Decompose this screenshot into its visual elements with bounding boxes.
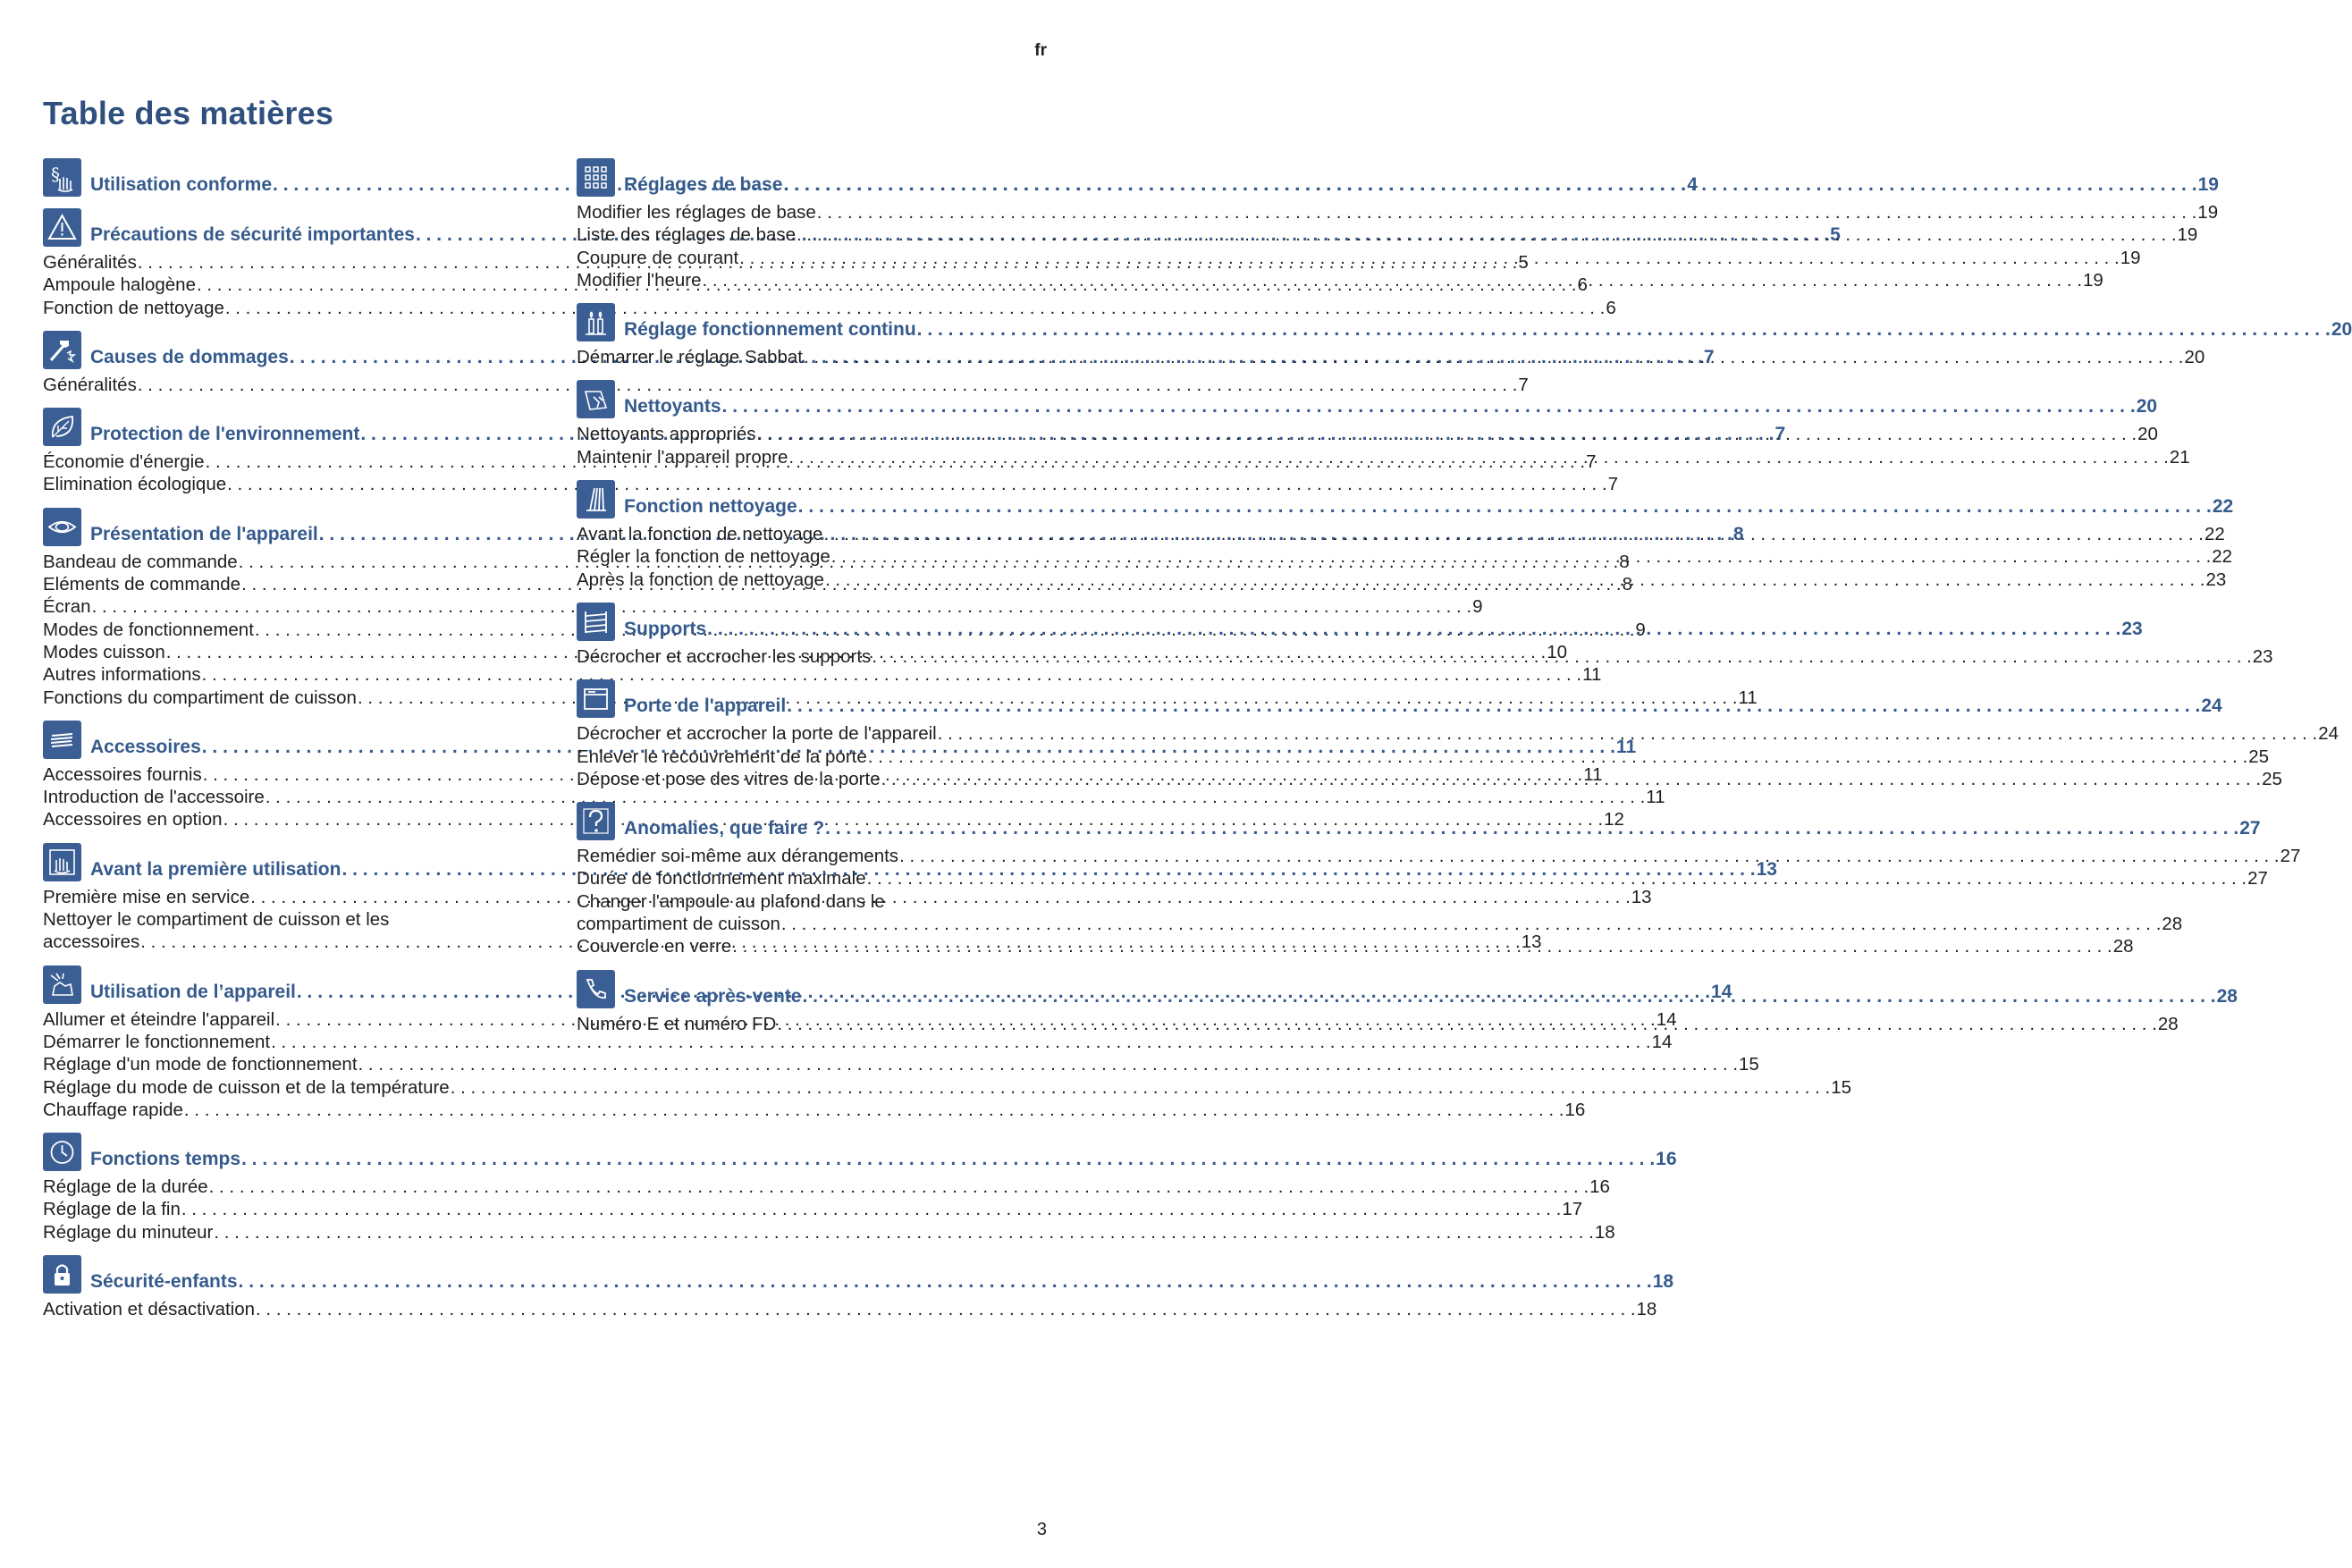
toc-entry[interactable] bbox=[43, 297, 1616, 319]
toc-entry-page: 11 bbox=[1646, 787, 1665, 808]
toc-entry-page: 23 bbox=[2205, 569, 2227, 590]
toc-entry-label: Décrocher et accrocher les supports bbox=[577, 645, 872, 667]
dot-leader bbox=[867, 867, 2247, 889]
toc-entry-page: 15 bbox=[1831, 1076, 1852, 1098]
toc-section-title: Nettoyants bbox=[624, 396, 721, 417]
toc-section-page: 8 bbox=[1732, 523, 1744, 544]
dot-leader bbox=[817, 201, 2197, 223]
toc-section-title: Précautions de sécurité importantes bbox=[90, 224, 415, 245]
toc-entry-page: 11 bbox=[1738, 687, 1758, 708]
dot-leader bbox=[783, 173, 2196, 197]
toc-entry-page: 19 bbox=[2177, 224, 2198, 246]
clock-icon bbox=[43, 1133, 81, 1171]
toc-entry-page: 8 bbox=[1619, 551, 1630, 572]
toc-entry-label: Fonction de nettoyage bbox=[43, 297, 224, 318]
toc-section-page: 7 bbox=[1703, 346, 1715, 367]
toc-section bbox=[43, 1132, 1677, 1243]
leaf-icon bbox=[43, 408, 81, 446]
toc-entry-page: 18 bbox=[1594, 1221, 1615, 1243]
toc-section-title: Réglage fonctionnement continu bbox=[624, 319, 916, 341]
grid-settings-icon bbox=[577, 158, 615, 197]
toc-entry[interactable] bbox=[577, 722, 2339, 745]
dot-leader bbox=[831, 545, 2212, 568]
dot-leader bbox=[239, 1270, 1652, 1294]
dot-leader bbox=[917, 318, 2331, 341]
toc-entry-page: 18 bbox=[1636, 1299, 1657, 1320]
toc-entry-page: 16 bbox=[1564, 1099, 1586, 1120]
toc-section-title: Causes de dommages bbox=[90, 346, 289, 367]
toc-section-title: Anomalies, que faire ? bbox=[624, 818, 825, 839]
toc-entry[interactable] bbox=[577, 545, 2233, 568]
toc-entry-page: 22 bbox=[2212, 546, 2233, 568]
toc-section-page: 20 bbox=[2331, 319, 2352, 341]
toc-entry-label: Eléments de commande bbox=[43, 574, 241, 595]
toc-entry-page: 14 bbox=[1656, 1008, 1677, 1030]
toc-entry-page: 7 bbox=[1586, 451, 1597, 473]
toc-section-heading[interactable] bbox=[577, 602, 2143, 641]
dot-leader bbox=[781, 913, 2162, 935]
dot-leader bbox=[787, 695, 2200, 718]
toc-entry-page: 25 bbox=[2248, 746, 2270, 767]
svg-text:§: § bbox=[51, 164, 60, 185]
dot-leader bbox=[181, 1198, 1562, 1220]
toc-section-title: Fonction nettoyage bbox=[624, 496, 797, 518]
toc-entry-page: 14 bbox=[1651, 1031, 1673, 1052]
toc-entry-label: Chauffage rapide bbox=[43, 1099, 183, 1120]
toc-entry-label: Elimination écologique bbox=[43, 474, 227, 495]
toc-section-heading[interactable] bbox=[577, 379, 2158, 418]
page-number: 3 bbox=[1036, 1520, 1047, 1539]
rack-supports-icon bbox=[577, 603, 615, 641]
language-code: fr bbox=[1034, 41, 1047, 60]
toc-entry-label: Maintenir l'appareil propre bbox=[577, 446, 788, 468]
dot-leader bbox=[788, 446, 2169, 468]
toc-entry-label: Accessoires fournis bbox=[43, 763, 202, 785]
toc-section-page: 14 bbox=[1711, 981, 1732, 1002]
toc-section bbox=[577, 157, 2219, 291]
toc-entry-label: Après la fonction de nettoyage bbox=[577, 569, 824, 590]
toc-entry-label: Avant la fonction de nettoyage bbox=[577, 524, 823, 545]
toc-section-title-row bbox=[624, 817, 2261, 840]
dot-leader bbox=[798, 495, 2212, 518]
toc-entry-label: Liste des réglages de base bbox=[577, 224, 797, 246]
toc-entry[interactable] bbox=[43, 1298, 1657, 1320]
toc-entry-label: Accessoires en option bbox=[43, 809, 223, 830]
dot-leader bbox=[899, 845, 2280, 867]
toc-section bbox=[577, 479, 2234, 591]
toc-entry[interactable] bbox=[577, 569, 2227, 591]
page-title: Table des matières bbox=[43, 95, 334, 131]
toc-entry-page: 20 bbox=[2184, 347, 2205, 368]
paragraph-hand-icon bbox=[43, 158, 81, 197]
toc-entry-page: 19 bbox=[2120, 247, 2141, 268]
toc-entry[interactable] bbox=[43, 1076, 1852, 1099]
dot-leader bbox=[938, 722, 2318, 745]
toc-section-title-row bbox=[624, 318, 2352, 341]
toc-section-page: 27 bbox=[2239, 818, 2261, 839]
toc-entry[interactable] bbox=[577, 913, 2183, 935]
dot-leader bbox=[757, 423, 2137, 445]
dot-leader bbox=[797, 223, 2177, 246]
toc-entry-label: Modifier les réglages de base bbox=[577, 202, 816, 223]
dot-leader bbox=[707, 618, 2120, 641]
toc-section-title: Réglages de base bbox=[624, 174, 783, 195]
toc-entry-label: Régler la fonction de nettoyage bbox=[577, 546, 830, 568]
dot-leader bbox=[451, 1076, 1831, 1099]
toc-section-heading[interactable] bbox=[577, 302, 2352, 341]
warning-triangle-icon bbox=[43, 208, 81, 247]
toc-entry-page: 28 bbox=[2157, 1013, 2179, 1034]
toc-section-title: Sécurité-enfants bbox=[90, 1271, 238, 1293]
toc-entry[interactable] bbox=[577, 523, 2225, 545]
toc-section-title: Utilisation conforme bbox=[90, 174, 273, 195]
toc-entry-label: Dépose et pose des vitres de la porte bbox=[577, 768, 881, 789]
toc-entry-page: 7 bbox=[1607, 474, 1619, 495]
dot-leader bbox=[802, 985, 2215, 1008]
toc-entry-label: Ampoule halogène bbox=[43, 274, 196, 296]
accessories-tray-icon bbox=[43, 721, 81, 759]
toc-entry[interactable] bbox=[577, 845, 2301, 867]
toc-entry-label: Réglage d'un mode de fonctionnement bbox=[43, 1054, 358, 1075]
toc-entry-page: 7 bbox=[1518, 374, 1529, 395]
toc-entry[interactable] bbox=[577, 446, 2190, 468]
toc-entry[interactable] bbox=[577, 269, 2103, 291]
eye-icon bbox=[43, 508, 81, 546]
dot-leader bbox=[358, 1053, 1739, 1075]
toc-section-title: Fonctions temps bbox=[90, 1149, 241, 1170]
toc-entry[interactable] bbox=[43, 1099, 1586, 1121]
dot-leader bbox=[825, 817, 2238, 840]
toc-entry-page: 23 bbox=[2252, 645, 2273, 667]
sabbath-candles-icon bbox=[577, 303, 615, 341]
toc-section-title: Utilisation de l’appareil bbox=[90, 981, 296, 1002]
dot-leader bbox=[872, 645, 2252, 668]
toc-entry-label: Numéro E et numéro FD bbox=[577, 1013, 777, 1034]
toc-entry[interactable] bbox=[43, 473, 1619, 495]
toc-entry-label: Activation et désactivation bbox=[43, 1299, 256, 1320]
phone-service-icon bbox=[577, 970, 615, 1008]
toc-entry[interactable] bbox=[43, 1053, 1759, 1075]
toc-entry-page: 13 bbox=[1631, 886, 1652, 907]
toc-entry-label: Coupure de courant bbox=[577, 247, 739, 268]
toc-entry-page: 12 bbox=[1604, 809, 1624, 830]
toc-entry-page: 21 bbox=[2169, 446, 2190, 468]
toc-section-page: 19 bbox=[2197, 174, 2219, 195]
toc-entry-label: Enlever le recouvrement de la porte bbox=[577, 746, 867, 767]
toc-entry-label: Écran bbox=[43, 596, 91, 618]
oven-door-icon bbox=[577, 679, 615, 718]
toc-entry-page: 22 bbox=[2204, 524, 2225, 545]
toc-section-page: 11 bbox=[1615, 736, 1637, 757]
toc-section-page: 16 bbox=[1656, 1149, 1677, 1170]
dot-leader bbox=[184, 1099, 1564, 1121]
toc-section-page: 22 bbox=[2212, 496, 2234, 518]
toc-section-title-row bbox=[90, 1148, 1677, 1171]
dot-leader bbox=[739, 247, 2120, 269]
toc-entry-label: Première mise en service bbox=[43, 886, 250, 907]
toc-entry-page: 24 bbox=[2318, 723, 2339, 745]
toc-entry-page: 6 bbox=[1577, 274, 1588, 296]
toc-entry[interactable] bbox=[577, 423, 2158, 445]
toc-section-page: 24 bbox=[2201, 695, 2222, 717]
toc-section-page: 4 bbox=[1687, 174, 1698, 195]
dot-leader bbox=[823, 523, 2204, 545]
toc-section-heading[interactable] bbox=[577, 157, 2219, 197]
toc-entry-page: 9 bbox=[1472, 596, 1483, 618]
toc-entry-label: Réglage de la durée bbox=[43, 1176, 208, 1198]
toc-entry-label: Introduction de l'accessoire bbox=[43, 787, 265, 808]
toc-section-title-row bbox=[90, 1270, 1673, 1294]
toc-entry[interactable] bbox=[577, 201, 2219, 223]
toc-entry-label: Fonctions du compartiment de cuisson bbox=[43, 687, 357, 708]
toc-section-title-row bbox=[624, 985, 2238, 1008]
toc-section-page: 20 bbox=[2136, 396, 2158, 417]
toc-entry-label-line: Nettoyer le compartiment de cuisson et les bbox=[43, 909, 390, 931]
toc-entry-page: 5 bbox=[1518, 252, 1529, 273]
first-use-hand-icon bbox=[43, 843, 81, 881]
toc-entry[interactable] bbox=[43, 595, 1483, 618]
toc-section-title: Supports bbox=[624, 618, 707, 639]
toc-section-title-row bbox=[624, 173, 2219, 197]
toc-entry-page: 25 bbox=[2262, 768, 2282, 789]
dot-leader bbox=[868, 746, 2248, 768]
question-mark-icon bbox=[577, 802, 615, 840]
dot-leader bbox=[703, 269, 2083, 291]
toc-entry-page: 15 bbox=[1739, 1054, 1759, 1075]
cleaning-cloth-icon bbox=[577, 380, 615, 418]
toc-section-heading[interactable] bbox=[43, 1254, 1674, 1294]
toc-section bbox=[43, 1254, 1674, 1320]
toc-entry[interactable] bbox=[43, 1198, 1583, 1220]
toc-section-title-row bbox=[624, 695, 2222, 718]
toc-entry-page: 19 bbox=[2083, 269, 2103, 291]
toc-entry-label: Démarrer le réglage Sabbat bbox=[577, 347, 803, 368]
toc-entry-label: accessoires bbox=[43, 932, 140, 953]
toc-entry[interactable] bbox=[43, 1176, 1610, 1198]
lock-icon bbox=[43, 1255, 81, 1294]
toc-section-title-row bbox=[624, 395, 2157, 418]
dot-leader bbox=[777, 1013, 2157, 1035]
toc-entry-label: Nettoyants appropriés bbox=[577, 424, 756, 445]
toc-section-heading[interactable] bbox=[577, 479, 2234, 518]
toc-section-heading[interactable] bbox=[43, 1132, 1677, 1171]
toc-section-page: 5 bbox=[1830, 224, 1841, 245]
toc-entry[interactable] bbox=[43, 663, 1602, 686]
dot-leader bbox=[241, 1148, 1655, 1171]
toc-entry[interactable] bbox=[577, 223, 2198, 246]
toc-entry-page: 6 bbox=[1606, 297, 1616, 318]
toc-entry-label: Généralités bbox=[43, 252, 137, 273]
toc-entry-page: 28 bbox=[2112, 936, 2134, 957]
dot-leader bbox=[881, 768, 2262, 790]
dot-leader bbox=[732, 935, 2112, 957]
dot-leader bbox=[256, 1298, 1636, 1320]
hammer-damage-icon bbox=[43, 331, 81, 369]
toc-entry-page: 27 bbox=[2247, 868, 2268, 889]
toc-entry-label: Modes de fonctionnement bbox=[43, 619, 254, 640]
toc-entry-label: compartiment de cuisson bbox=[577, 914, 780, 935]
toc-entry-page: 13 bbox=[1521, 932, 1542, 953]
toc-entry[interactable] bbox=[577, 346, 2205, 368]
toc-section bbox=[577, 302, 2352, 368]
toc-section-title-row bbox=[624, 495, 2233, 518]
toc-entry-label: Modifier l'heure bbox=[577, 269, 702, 291]
toc-section-title: Présentation de l'appareil bbox=[90, 523, 318, 544]
toc-entry-label-line: Changer l'ampoule au plafond dans le bbox=[577, 890, 885, 912]
toc-section-page: 13 bbox=[1756, 858, 1777, 880]
toc-entry-page: 19 bbox=[2197, 202, 2219, 223]
toc-entry[interactable] bbox=[577, 247, 2141, 269]
toc-entry-label: Réglage de la fin bbox=[43, 1199, 181, 1220]
toc-entry-page: 28 bbox=[2162, 914, 2183, 935]
toc-entry-label: Généralités bbox=[43, 374, 137, 395]
toc-section-page: 23 bbox=[2121, 618, 2143, 639]
toc-section-page: 7 bbox=[1775, 424, 1786, 445]
toc-section-title: Protection de l'environnement bbox=[90, 424, 360, 445]
dot-leader bbox=[825, 569, 2205, 591]
dot-leader bbox=[209, 1176, 1589, 1198]
toc-entry[interactable] bbox=[43, 374, 1529, 396]
toc-entry-label: Décrocher et accrocher la porte de l'appareil bbox=[577, 723, 937, 745]
toc-section-title: Porte de l'appareil bbox=[624, 695, 787, 717]
toc-entry[interactable] bbox=[43, 1221, 1615, 1243]
toc-section-title: Service après-vente bbox=[624, 985, 802, 1007]
toc-entry-page: 10 bbox=[1547, 641, 1568, 662]
toc-section-title: Avant la première utilisation bbox=[90, 858, 341, 880]
dot-leader bbox=[804, 346, 2184, 368]
toc-entry-page: 20 bbox=[2137, 424, 2158, 445]
toc-entry-label: Allumer et éteindre l'appareil bbox=[43, 1008, 275, 1030]
toc-entry-label: Démarrer le fonctionnement bbox=[43, 1031, 271, 1052]
toc-entry[interactable] bbox=[43, 786, 1665, 808]
toc-entry-page: 9 bbox=[1635, 619, 1646, 640]
toc-entry[interactable] bbox=[43, 1031, 1673, 1053]
toc-entry-label: Réglage du minuteur bbox=[43, 1221, 214, 1243]
toc-section-page: 18 bbox=[1652, 1271, 1674, 1293]
toc-entry-label: Remédier soi-même aux dérangements bbox=[577, 846, 899, 867]
toc-entry-page: 11 bbox=[1583, 763, 1603, 785]
toc-section-title: Accessoires bbox=[90, 736, 201, 757]
hand-control-icon bbox=[43, 965, 81, 1004]
toc-entry-label: Couvercle en verre bbox=[577, 936, 732, 957]
toc-entry-page: 11 bbox=[1582, 664, 1602, 686]
toc-entry-label: Bandeau de commande bbox=[43, 551, 238, 572]
toc-entry-page: 8 bbox=[1622, 574, 1632, 595]
toc-entry-page: 16 bbox=[1589, 1176, 1610, 1198]
toc-section-title-row bbox=[624, 618, 2143, 641]
toc-entry-label: Réglage du mode de cuisson et de la température bbox=[43, 1076, 450, 1098]
dot-leader bbox=[722, 395, 2136, 418]
cleaning-function-icon bbox=[577, 480, 615, 518]
toc-entry-label: Modes cuisson bbox=[43, 641, 165, 662]
toc-entry-label: Économie d'énergie bbox=[43, 451, 205, 473]
toc-section-page: 28 bbox=[2216, 985, 2238, 1007]
dot-leader bbox=[214, 1221, 1594, 1243]
toc-entry-page: 27 bbox=[2280, 846, 2301, 867]
toc-entry-label: Autres informations bbox=[43, 664, 201, 686]
toc-entry-page: 17 bbox=[1562, 1199, 1583, 1220]
toc-entry-label: Durée de fonctionnement maximale bbox=[577, 868, 866, 889]
toc-section bbox=[577, 379, 2190, 468]
